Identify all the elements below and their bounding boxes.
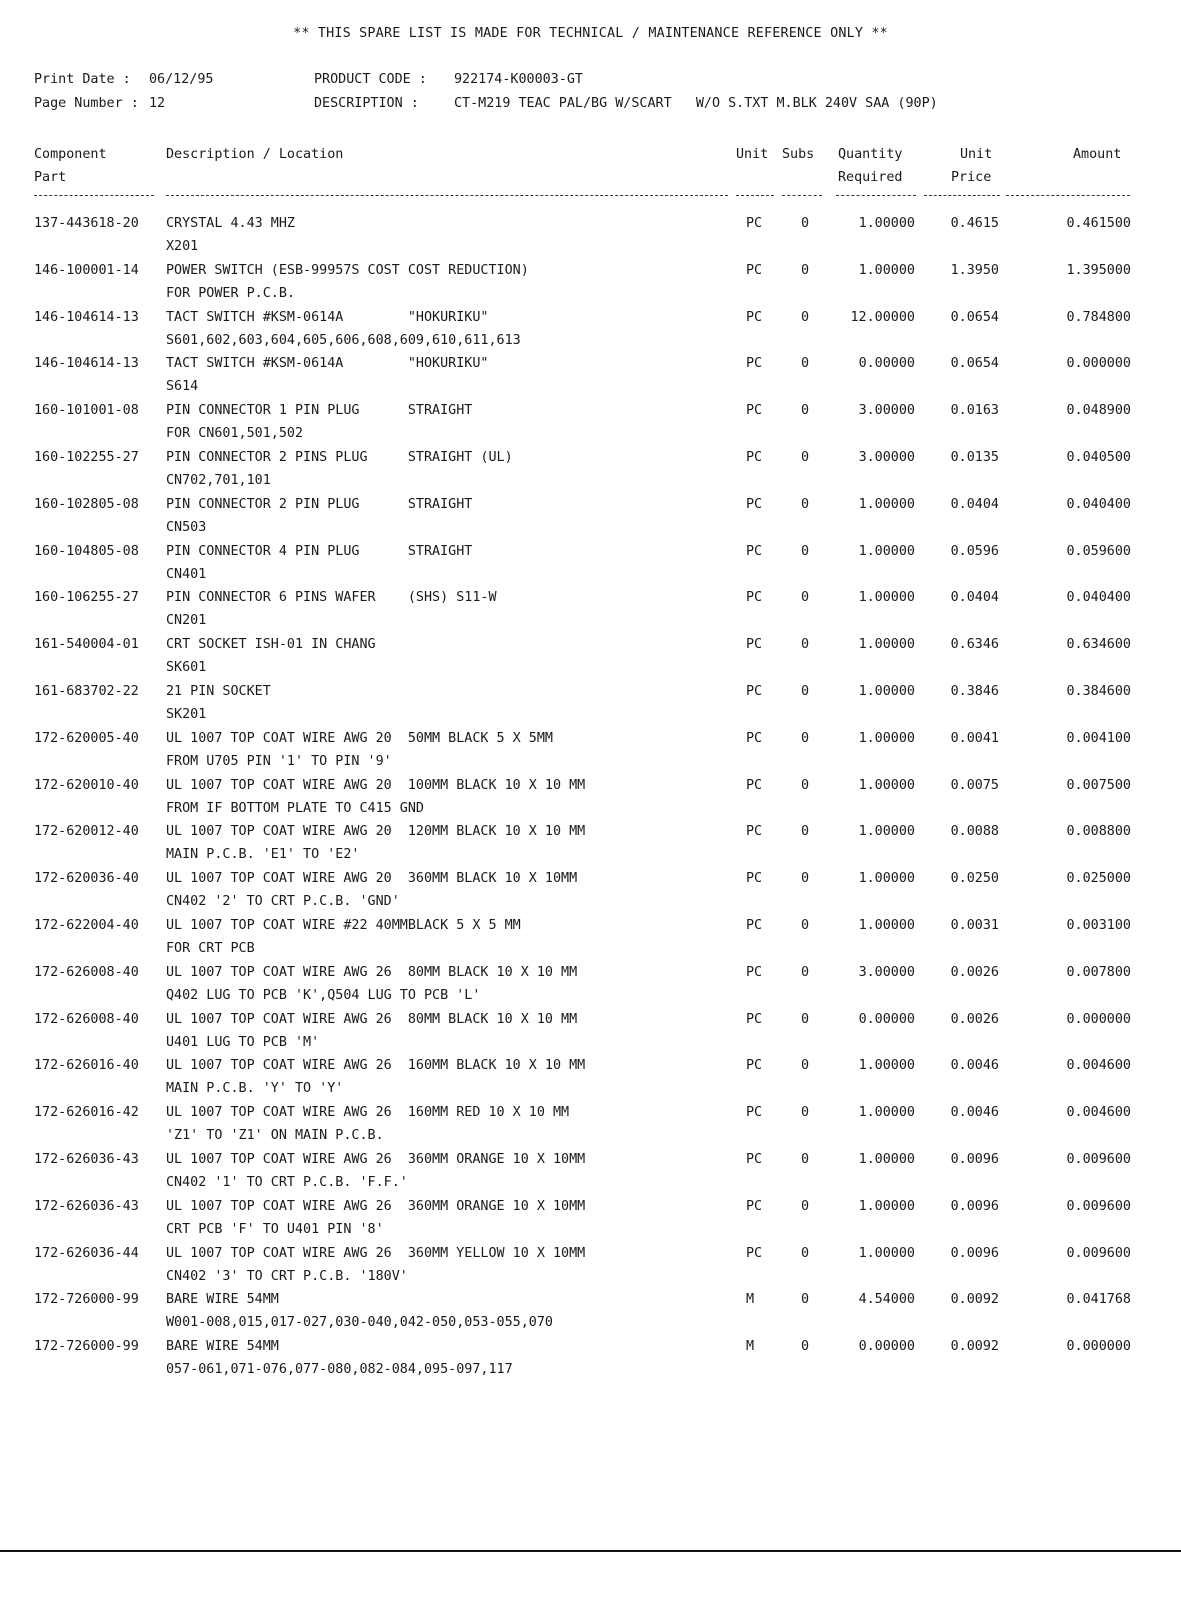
col-unit: Unit xyxy=(736,147,769,162)
quantity-required: 12.00000 xyxy=(850,309,915,325)
component-part: 172-620005-40 xyxy=(34,730,139,746)
description: UL 1007 TOP COAT WIRE AWG 20 120MM BLACK 10 X 10 MM xyxy=(166,824,586,840)
description: UL 1007 TOP COAT WIRE AWG 26 360MM YELLOW 10 X 10MM xyxy=(166,1245,586,1261)
unit: PC xyxy=(746,1011,763,1027)
subs: 0 xyxy=(801,1105,810,1121)
subs: 0 xyxy=(801,403,810,419)
table-row xyxy=(0,867,1181,914)
location: S601,602,603,604,605,606,608,609,610,611,613 xyxy=(166,332,521,348)
description: PIN CONNECTOR 6 PINS WAFER (SHS) S11-W xyxy=(166,590,497,606)
description: UL 1007 TOP COAT WIRE AWG 20 360MM BLACK 10 X 10MM xyxy=(166,871,578,887)
component-part: 172-626016-40 xyxy=(34,1058,139,1074)
component-part: 137-443618-20 xyxy=(34,216,139,231)
location: MAIN P.C.B. 'E1' TO 'E2' xyxy=(166,847,360,863)
component-part: 172-626008-40 xyxy=(34,964,139,980)
quantity-required: 1.00000 xyxy=(858,1198,915,1214)
product-description: CT-M219 TEAC PAL/BG W/SCART W/O S.TXT M.BLK 240V SAA (90P) xyxy=(454,96,938,111)
unit: M xyxy=(746,1292,755,1308)
table-row xyxy=(0,1054,1181,1101)
location: S614 xyxy=(166,379,199,395)
subs: 0 xyxy=(801,216,810,231)
amount: 0.059600 xyxy=(1066,543,1131,559)
description: PIN CONNECTOR 1 PIN PLUG STRAIGHT xyxy=(166,403,473,419)
location: CN402 '2' TO CRT P.C.B. 'GND' xyxy=(166,894,400,910)
table-row xyxy=(0,1008,1181,1055)
unit-price: 0.0404 xyxy=(950,590,999,606)
subs: 0 xyxy=(801,1245,810,1261)
description: CRT SOCKET ISH-01 IN CHANG xyxy=(166,637,376,653)
description: BARE WIRE 54MM xyxy=(166,1339,279,1355)
subs: 0 xyxy=(801,1058,810,1074)
component-part: 172-626036-43 xyxy=(34,1151,139,1167)
location: FOR CN601,501,502 xyxy=(166,426,304,442)
component-part: 146-104614-13 xyxy=(34,309,139,325)
quantity-required: 1.00000 xyxy=(858,777,915,793)
component-part: 160-102255-27 xyxy=(34,449,139,465)
table-row xyxy=(0,633,1181,680)
quantity-required: 1.00000 xyxy=(858,683,915,699)
quantity-required: 1.00000 xyxy=(858,1245,915,1261)
amount: 0.040500 xyxy=(1066,449,1131,465)
subs: 0 xyxy=(801,449,810,465)
col-component: Component xyxy=(34,147,107,162)
amount: 0.008800 xyxy=(1066,824,1131,840)
unit: PC xyxy=(746,777,763,793)
amount: 0.004600 xyxy=(1066,1058,1131,1074)
divider xyxy=(166,195,728,196)
quantity-required: 1.00000 xyxy=(858,496,915,512)
location: SK601 xyxy=(166,660,207,676)
amount: 0.784800 xyxy=(1066,309,1131,325)
column-header xyxy=(0,143,1181,189)
product-code: 922174-K00003-GT xyxy=(454,72,583,87)
unit-price: 0.0654 xyxy=(950,356,999,372)
unit-price: 0.0026 xyxy=(950,1011,999,1027)
amount: 0.048900 xyxy=(1066,403,1131,419)
quantity-required: 1.00000 xyxy=(858,1105,915,1121)
component-part: 172-626036-44 xyxy=(34,1245,139,1261)
subs: 0 xyxy=(801,637,810,653)
table-row xyxy=(0,680,1181,727)
unit: PC xyxy=(746,590,763,606)
component-part: 172-626008-40 xyxy=(34,1011,139,1027)
table-row xyxy=(0,1242,1181,1289)
table-row xyxy=(0,399,1181,446)
unit: PC xyxy=(746,824,763,840)
amount: 0.007800 xyxy=(1066,964,1131,980)
table-row xyxy=(0,586,1181,633)
amount: 0.007500 xyxy=(1066,777,1131,793)
amount: 0.003100 xyxy=(1066,917,1131,933)
unit: PC xyxy=(746,403,763,419)
description: UL 1007 TOP COAT WIRE AWG 26 80MM BLACK 10 X 10 MM xyxy=(166,1011,578,1027)
quantity-required: 1.00000 xyxy=(858,543,915,559)
unit-price: 0.0096 xyxy=(950,1245,999,1261)
component-part: 172-726000-99 xyxy=(34,1339,139,1355)
quantity-required: 1.00000 xyxy=(858,824,915,840)
unit: PC xyxy=(746,683,763,699)
amount: 0.040400 xyxy=(1066,496,1131,512)
divider xyxy=(924,195,1000,196)
component-part: 161-540004-01 xyxy=(34,637,139,653)
print-date: 06/12/95 xyxy=(149,72,214,87)
unit: PC xyxy=(746,871,763,887)
location: X201 xyxy=(166,239,199,254)
unit-price: 0.0135 xyxy=(950,449,999,465)
amount: 0.461500 xyxy=(1066,216,1131,231)
component-part: 172-620012-40 xyxy=(34,824,139,840)
unit: PC xyxy=(746,309,763,325)
location: 057-061,071-076,077-080,082-084,095-097,117 xyxy=(166,1362,513,1378)
col-amount: Amount xyxy=(1073,147,1122,162)
component-part: 172-620036-40 xyxy=(34,871,139,887)
subs: 0 xyxy=(801,871,810,887)
page-number-label: Page Number : xyxy=(34,96,139,111)
amount: 0.000000 xyxy=(1066,1339,1131,1355)
table-row xyxy=(0,306,1181,353)
amount: 0.040400 xyxy=(1066,590,1131,606)
amount: 0.384600 xyxy=(1066,683,1131,699)
component-part: 160-106255-27 xyxy=(34,590,139,606)
description: CRYSTAL 4.43 MHZ xyxy=(166,216,295,231)
quantity-required: 3.00000 xyxy=(858,964,915,980)
col-part: Part xyxy=(34,170,67,185)
subs: 0 xyxy=(801,1339,810,1355)
table-row xyxy=(0,1101,1181,1148)
location: MAIN P.C.B. 'Y' TO 'Y' xyxy=(166,1081,344,1097)
description: PIN CONNECTOR 2 PIN PLUG STRAIGHT xyxy=(166,496,473,512)
description: UL 1007 TOP COAT WIRE AWG 26 360MM ORANGE 10 X 10MM xyxy=(166,1151,586,1167)
amount: 0.009600 xyxy=(1066,1198,1131,1214)
location: FOR POWER P.C.B. xyxy=(166,285,295,301)
amount: 0.009600 xyxy=(1066,1151,1131,1167)
unit-price: 0.4615 xyxy=(950,216,999,231)
table-row xyxy=(0,820,1181,867)
description: PIN CONNECTOR 2 PINS PLUG STRAIGHT (UL) xyxy=(166,449,513,465)
unit-price: 1.3950 xyxy=(950,262,999,278)
subs: 0 xyxy=(801,1198,810,1214)
unit: PC xyxy=(746,1151,763,1167)
description: UL 1007 TOP COAT WIRE AWG 20 100MM BLACK 10 X 10 MM xyxy=(166,777,586,793)
unit: PC xyxy=(746,449,763,465)
subs: 0 xyxy=(801,917,810,933)
unit: PC xyxy=(746,1105,763,1121)
location: CN402 '1' TO CRT P.C.B. 'F.F.' xyxy=(166,1174,408,1190)
unit: PC xyxy=(746,216,763,231)
amount: 1.395000 xyxy=(1066,262,1131,278)
location: CN702,701,101 xyxy=(166,472,271,488)
parts-table xyxy=(0,212,1181,1382)
unit-price: 0.6346 xyxy=(950,637,999,653)
component-part: 146-100001-14 xyxy=(34,262,139,278)
unit-price: 0.0092 xyxy=(950,1292,999,1308)
location: SK201 xyxy=(166,706,207,722)
location: CRT PCB 'F' TO U401 PIN '8' xyxy=(166,1221,384,1237)
unit: PC xyxy=(746,1245,763,1261)
description: UL 1007 TOP COAT WIRE AWG 26 80MM BLACK 10 X 10 MM xyxy=(166,964,578,980)
location: FROM U705 PIN '1' TO PIN '9' xyxy=(166,753,392,769)
location: CN402 '3' TO CRT P.C.B. '180V' xyxy=(166,1268,408,1284)
quantity-required: 1.00000 xyxy=(858,262,915,278)
unit: PC xyxy=(746,496,763,512)
unit: PC xyxy=(746,543,763,559)
component-part: 172-626036-43 xyxy=(34,1198,139,1214)
amount: 0.025000 xyxy=(1066,871,1131,887)
component-part: 160-104805-08 xyxy=(34,543,139,559)
component-part: 172-626016-42 xyxy=(34,1105,139,1121)
quantity-required: 1.00000 xyxy=(858,1058,915,1074)
subs: 0 xyxy=(801,964,810,980)
col-description: Description / Location xyxy=(166,147,344,162)
unit: PC xyxy=(746,964,763,980)
table-row xyxy=(0,1335,1181,1382)
subs: 0 xyxy=(801,1011,810,1027)
bottom-rule xyxy=(0,1550,1181,1552)
col-subs: Subs xyxy=(782,147,815,162)
divider xyxy=(836,195,916,196)
unit-price: 0.0163 xyxy=(950,403,999,419)
unit: PC xyxy=(746,730,763,746)
table-row xyxy=(0,1195,1181,1242)
quantity-required: 1.00000 xyxy=(858,871,915,887)
unit-price: 0.0041 xyxy=(950,730,999,746)
unit-price: 0.0092 xyxy=(950,1339,999,1355)
table-row xyxy=(0,259,1181,306)
col-unit-price-1: Unit xyxy=(960,147,993,162)
description: UL 1007 TOP COAT WIRE #22 40MMBLACK 5 X 5 MM xyxy=(166,917,521,933)
subs: 0 xyxy=(801,262,810,278)
unit-price: 0.0031 xyxy=(950,917,999,933)
description: 21 PIN SOCKET xyxy=(166,683,271,699)
table-row xyxy=(0,212,1181,259)
col-quantity: Quantity xyxy=(838,147,903,162)
divider xyxy=(34,195,154,196)
table-row xyxy=(0,540,1181,587)
quantity-required: 0.00000 xyxy=(858,356,915,372)
col-required: Required xyxy=(838,170,903,185)
reference-banner: ** THIS SPARE LIST IS MADE FOR TECHNICAL / MAINTENANCE REFERENCE ONLY ** xyxy=(293,26,888,41)
location: CN201 xyxy=(166,613,207,629)
unit: PC xyxy=(746,356,763,372)
unit-price: 0.0096 xyxy=(950,1198,999,1214)
description: UL 1007 TOP COAT WIRE AWG 26 160MM RED 10 X 10 MM xyxy=(166,1105,570,1121)
component-part: 161-683702-22 xyxy=(34,683,139,699)
table-row xyxy=(0,914,1181,961)
amount: 0.634600 xyxy=(1066,637,1131,653)
unit-price: 0.0250 xyxy=(950,871,999,887)
amount: 0.004600 xyxy=(1066,1105,1131,1121)
quantity-required: 1.00000 xyxy=(858,1151,915,1167)
description: POWER SWITCH (ESB-99957S COST COST REDUCTION) xyxy=(166,262,529,278)
amount: 0.000000 xyxy=(1066,356,1131,372)
subs: 0 xyxy=(801,356,810,372)
component-part: 160-102805-08 xyxy=(34,496,139,512)
component-part: 172-622004-40 xyxy=(34,917,139,933)
unit-price: 0.0046 xyxy=(950,1105,999,1121)
subs: 0 xyxy=(801,496,810,512)
unit: PC xyxy=(746,262,763,278)
divider xyxy=(736,195,774,196)
quantity-required: 0.00000 xyxy=(858,1011,915,1027)
quantity-required: 1.00000 xyxy=(858,917,915,933)
divider xyxy=(782,195,822,196)
description: UL 1007 TOP COAT WIRE AWG 20 50MM BLACK 5 X 5MM xyxy=(166,730,553,746)
description: UL 1007 TOP COAT WIRE AWG 26 160MM BLACK 10 X 10 MM xyxy=(166,1058,586,1074)
location: CN401 xyxy=(166,566,207,582)
unit-price: 0.0026 xyxy=(950,964,999,980)
quantity-required: 3.00000 xyxy=(858,403,915,419)
description: TACT SWITCH #KSM-0614A "HOKURIKU" xyxy=(166,356,489,372)
divider xyxy=(1006,195,1130,196)
unit: PC xyxy=(746,917,763,933)
table-row xyxy=(0,774,1181,821)
table-row xyxy=(0,1288,1181,1335)
description-label: DESCRIPTION : xyxy=(314,96,419,111)
unit: M xyxy=(746,1339,755,1355)
unit-price: 0.0096 xyxy=(950,1151,999,1167)
description: PIN CONNECTOR 4 PIN PLUG STRAIGHT xyxy=(166,543,473,559)
quantity-required: 3.00000 xyxy=(858,449,915,465)
amount: 0.041768 xyxy=(1066,1292,1131,1308)
quantity-required: 1.00000 xyxy=(858,637,915,653)
location: FOR CRT PCB xyxy=(166,940,255,956)
description: UL 1007 TOP COAT WIRE AWG 26 360MM ORANGE 10 X 10MM xyxy=(166,1198,586,1214)
unit: PC xyxy=(746,1198,763,1214)
quantity-required: 1.00000 xyxy=(858,730,915,746)
col-unit-price-2: Price xyxy=(951,170,992,185)
location: U401 LUG TO PCB 'M' xyxy=(166,1034,320,1050)
unit-price: 0.0046 xyxy=(950,1058,999,1074)
subs: 0 xyxy=(801,777,810,793)
print-date-label: Print Date : xyxy=(34,72,131,87)
component-part: 172-726000-99 xyxy=(34,1292,139,1308)
component-part: 160-101001-08 xyxy=(34,403,139,419)
location: FROM IF BOTTOM PLATE TO C415 GND xyxy=(166,800,424,816)
unit-price: 0.0404 xyxy=(950,496,999,512)
location: W001-008,015,017-027,030-040,042-050,053-055,070 xyxy=(166,1315,553,1331)
subs: 0 xyxy=(801,590,810,606)
table-row xyxy=(0,493,1181,540)
component-part: 146-104614-13 xyxy=(34,356,139,372)
component-part: 172-620010-40 xyxy=(34,777,139,793)
unit-price: 0.0075 xyxy=(950,777,999,793)
unit-price: 0.0596 xyxy=(950,543,999,559)
subs: 0 xyxy=(801,1151,810,1167)
description: TACT SWITCH #KSM-0614A "HOKURIKU" xyxy=(166,309,489,325)
location: CN503 xyxy=(166,519,207,535)
location: Q402 LUG TO PCB 'K',Q504 LUG TO PCB 'L' xyxy=(166,987,481,1003)
amount: 0.004100 xyxy=(1066,730,1131,746)
unit: PC xyxy=(746,1058,763,1074)
subs: 0 xyxy=(801,1292,810,1308)
description: BARE WIRE 54MM xyxy=(166,1292,279,1308)
table-row xyxy=(0,352,1181,399)
meta-line-1 xyxy=(34,72,583,87)
table-row xyxy=(0,727,1181,774)
subs: 0 xyxy=(801,543,810,559)
quantity-required: 0.00000 xyxy=(858,1339,915,1355)
meta-line-2 xyxy=(34,96,938,111)
location: 'Z1' TO 'Z1' ON MAIN P.C.B. xyxy=(166,1128,384,1144)
subs: 0 xyxy=(801,730,810,746)
subs: 0 xyxy=(801,309,810,325)
unit-price: 0.0654 xyxy=(950,309,999,325)
quantity-required: 1.00000 xyxy=(858,590,915,606)
page-number: 12 xyxy=(149,96,166,111)
amount: 0.009600 xyxy=(1066,1245,1131,1261)
table-row xyxy=(0,961,1181,1008)
amount: 0.000000 xyxy=(1066,1011,1131,1027)
product-code-label: PRODUCT CODE : xyxy=(314,72,427,87)
subs: 0 xyxy=(801,824,810,840)
unit: PC xyxy=(746,637,763,653)
unit-price: 0.0088 xyxy=(950,824,999,840)
table-row xyxy=(0,1148,1181,1195)
table-row xyxy=(0,446,1181,493)
unit-price: 0.3846 xyxy=(950,683,999,699)
subs: 0 xyxy=(801,683,810,699)
quantity-required: 1.00000 xyxy=(858,216,915,231)
quantity-required: 4.54000 xyxy=(858,1292,915,1308)
